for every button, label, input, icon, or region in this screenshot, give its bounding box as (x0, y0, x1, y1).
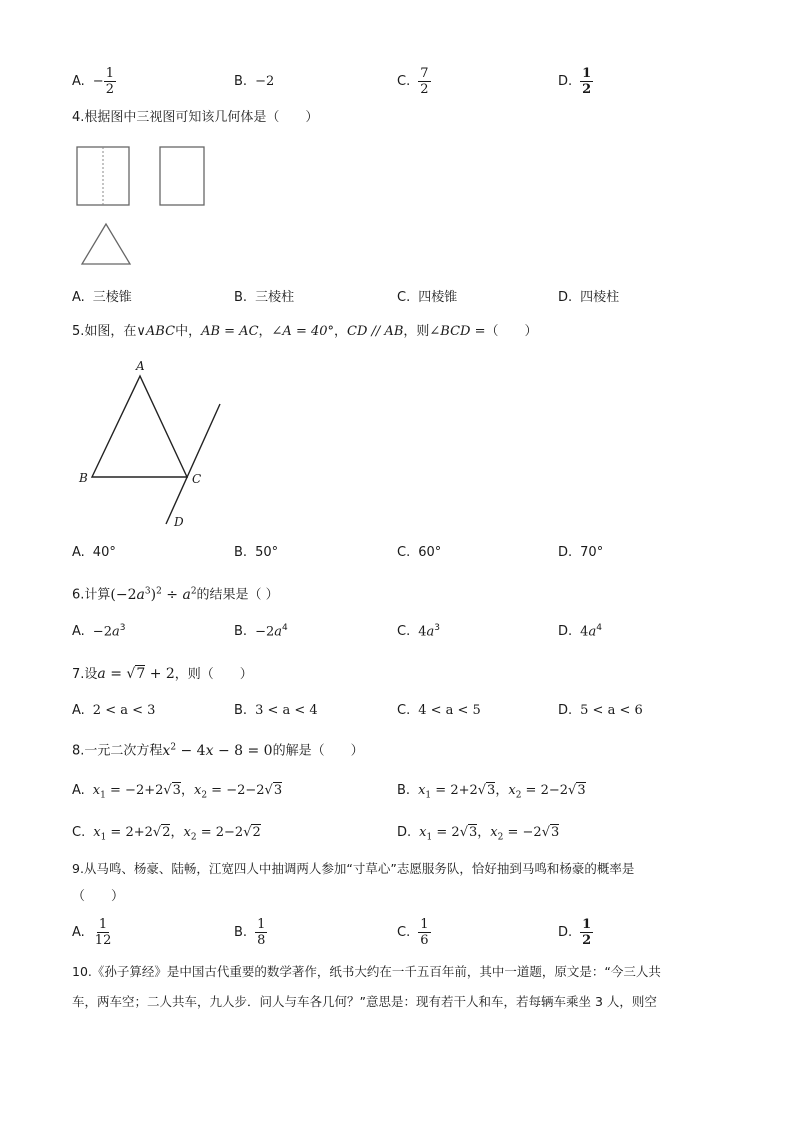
q5-option-c[interactable]: C. 60° (397, 545, 442, 560)
q3-option-a[interactable]: A. − $\frac{1}{2}$ (72, 66, 114, 97)
q6-option-d[interactable]: D. $4a^4$ (558, 623, 602, 640)
q9-option-a[interactable]: A. $\frac{1}{12}$ (72, 917, 112, 948)
q8-option-c[interactable]: C. $x_1 = 2+2√2$，$x_2 = 2-2√2$ (72, 825, 261, 843)
fraction: $\frac{1}{2}$ (105, 66, 114, 97)
q3-option-c[interactable]: C. $\frac{7}{2}$ (397, 66, 429, 97)
q6-option-a[interactable]: A. $-2a^3$ (72, 623, 126, 640)
q8-option-a[interactable]: A. $x_1 = -2+2√3$，$x_2 = -2-2√3$ (72, 783, 283, 801)
q4-stem: 4.根据图中三视图可知该几何体是（ ） (72, 110, 319, 125)
q7-option-b[interactable]: B. 3 < a < 4 (234, 703, 318, 718)
q10-line-2: 车，两车空；二人共车，九人步．问人与车各几何？”意思是：现有若干人和车，若每辆车乘坐 3 人，则空 (72, 994, 657, 1009)
q5-option-b[interactable]: B. 50° (234, 545, 279, 560)
side-view (160, 147, 204, 205)
q10-line-1: 10.《孙子算经》是中国古代重要的数学著作，纸书大约在一千五百年前，其中一道题，原文是：“今三人共 (72, 964, 661, 979)
q6-option-b[interactable]: B. $-2a^4$ (234, 623, 288, 640)
q7-option-a[interactable]: A. 2 < a < 3 (72, 703, 156, 718)
q9-stem: 9.从马鸣、杨豪、陆畅，江宽四人中抽调两人参加“寸草心”志愿服务队，恰好抽到马鸣和杨豪的概率是 (72, 861, 635, 876)
q8-option-d[interactable]: D. $x_1 = 2√3$，$x_2 = -2√3$ (397, 825, 560, 843)
q9-paren: （ ） (72, 889, 125, 904)
q5-option-d[interactable]: D. 70° (558, 545, 604, 560)
fraction: $\frac{7}{2}$ (420, 66, 429, 97)
label-a: A (136, 359, 145, 373)
q7-option-c[interactable]: C. 4 < a < 5 (397, 703, 481, 718)
label-b: B (79, 471, 88, 485)
q7-stem: 7.设a = √7 + 2，则（ ） (72, 666, 253, 682)
q5-option-a[interactable]: A. 40° (72, 545, 116, 560)
q5-stem: 5.如图，在∨ABC中，AB = AC，∠A = 40°，CD // AB，则∠BCD =（ ） (72, 324, 538, 339)
q4-option-c[interactable]: C. 四棱锥 (397, 290, 458, 305)
q8-equation: $x^2 - 4x - 8 = 0$ (162, 742, 273, 759)
q3-option-d[interactable]: D. $\frac{1}{2}$ (558, 66, 592, 97)
label-d: D (174, 515, 184, 529)
q3-option-b[interactable]: B. −2 (234, 74, 275, 89)
q6-expression: $(-2a^3)^2 \div a^2$ (110, 586, 197, 603)
q4-option-a[interactable]: A. 三棱锥 (72, 290, 132, 305)
q7-expression: a = √7 + 2 (97, 666, 175, 682)
q9-option-c[interactable]: C. $\frac{1}{6}$ (397, 917, 429, 948)
fraction: $\frac{1}{2}$ (582, 66, 592, 97)
q7-option-d[interactable]: D. 5 < a < 6 (558, 703, 643, 718)
label-c: C (192, 472, 202, 486)
triangle-abc (92, 376, 187, 477)
q4-option-d[interactable]: D. 四棱柱 (558, 290, 620, 305)
q8-stem: 8.一元二次方程$x^2 - 4x - 8 = 0$的解是（ ） (72, 742, 364, 759)
q9-option-b[interactable]: B. $\frac{1}{8}$ (234, 917, 266, 948)
three-view-figure (72, 140, 212, 270)
q4-option-b[interactable]: B. 三棱柱 (234, 290, 295, 305)
triangle-figure (72, 356, 242, 536)
line-cd (166, 404, 220, 524)
q9-option-d[interactable]: D. $\frac{1}{2}$ (558, 917, 592, 948)
q8-option-b[interactable]: B. $x_1 = 2+2√3$，$x_2 = 2-2√3$ (397, 783, 586, 801)
top-view (82, 224, 130, 264)
q6-option-c[interactable]: C. $4a^3$ (397, 623, 440, 640)
q6-stem: 6.计算$(-2a^3)^2 \div a^2$的结果是（ ） (72, 586, 279, 603)
